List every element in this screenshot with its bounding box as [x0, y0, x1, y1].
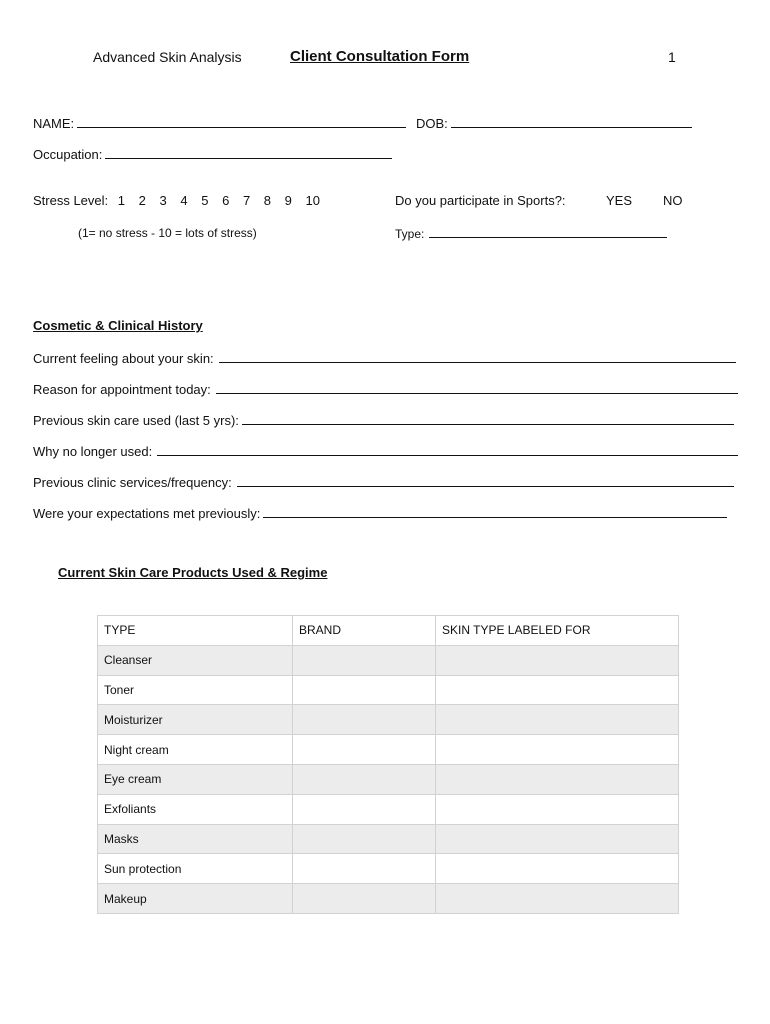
sports-label: Do you participate in Sports?: [395, 193, 566, 208]
stress-option[interactable]: 3 [159, 193, 167, 208]
table-header-row [98, 616, 679, 646]
row-type-cell: Toner [98, 675, 293, 705]
dob-label: DOB: [416, 116, 448, 131]
history-heading: Cosmetic & Clinical History [33, 318, 203, 333]
history-field-expectations[interactable] [33, 506, 727, 521]
table-row [98, 764, 679, 794]
sport-type-line[interactable] [429, 237, 667, 238]
skin-type-cell[interactable] [436, 794, 679, 824]
sport-type-label: Type: [395, 227, 425, 241]
row-type-cell: Eye cream [98, 764, 293, 794]
history-field-why-not-used[interactable] [33, 444, 738, 459]
brand-cell[interactable] [293, 764, 436, 794]
table-row [98, 824, 679, 854]
stress-option[interactable]: 5 [201, 193, 209, 208]
products-heading: Current Skin Care Products Used & Regime [58, 565, 328, 580]
brand-cell[interactable] [293, 705, 436, 735]
stress-option[interactable]: 2 [138, 193, 146, 208]
occupation-field[interactable] [33, 147, 392, 162]
name-line[interactable] [77, 127, 406, 128]
history-field-line[interactable] [157, 455, 738, 456]
row-type-cell: Sun protection [98, 854, 293, 884]
skin-type-cell[interactable] [436, 645, 679, 675]
history-field-clinic-services[interactable] [33, 475, 734, 490]
name-label: NAME: [33, 116, 75, 131]
column-header-type: TYPE [98, 616, 293, 646]
occupation-line[interactable] [105, 158, 392, 159]
skin-type-cell[interactable] [436, 764, 679, 794]
skin-type-cell[interactable] [436, 735, 679, 765]
history-field-label: Previous skin care used (last 5 yrs): [33, 413, 239, 428]
brand-cell[interactable] [293, 884, 436, 914]
brand-cell[interactable] [293, 824, 436, 854]
page-title: Client Consultation Form [290, 48, 470, 65]
table-row [98, 645, 679, 675]
history-field-skin-feeling[interactable] [33, 351, 736, 366]
stress-option[interactable]: 8 [263, 193, 272, 208]
stress-label: Stress Level: [33, 193, 109, 208]
table-row [98, 794, 679, 824]
dob-field[interactable] [416, 116, 692, 131]
history-field-label: Reason for appointment today: [33, 382, 211, 397]
stress-option[interactable]: 6 [222, 193, 230, 208]
stress-option[interactable]: 7 [242, 193, 251, 208]
stress-level [33, 193, 330, 208]
table-row [98, 854, 679, 884]
history-field-previous-care[interactable] [33, 413, 734, 428]
dob-line[interactable] [451, 127, 692, 128]
skin-type-cell[interactable] [436, 705, 679, 735]
table-row [98, 705, 679, 735]
name-field[interactable] [33, 116, 406, 131]
table-row [98, 675, 679, 705]
history-field-line[interactable] [263, 517, 727, 518]
sports-no-option[interactable]: NO [663, 193, 683, 208]
stress-option[interactable]: 10 [305, 193, 320, 208]
stress-option[interactable]: 4 [180, 193, 188, 208]
stress-option[interactable]: 9 [284, 193, 292, 208]
history-field-line[interactable] [216, 393, 738, 394]
brand-cell[interactable] [293, 735, 436, 765]
history-field-label: Current feeling about your skin: [33, 351, 214, 366]
brand-cell[interactable] [293, 675, 436, 705]
page-number: 1 [668, 49, 676, 65]
history-field-line[interactable] [242, 424, 734, 425]
sports-yes-option[interactable]: YES [606, 193, 633, 208]
history-field-label: Previous clinic services/frequency: [33, 475, 232, 490]
row-type-cell: Exfoliants [98, 794, 293, 824]
column-header-skin-type: SKIN TYPE LABELED FOR [436, 616, 679, 646]
occupation-label: Occupation: [33, 147, 103, 162]
stress-note: (1= no stress - 10 = lots of stress) [78, 226, 257, 240]
form-subtitle: Advanced Skin Analysis [93, 49, 242, 65]
brand-cell[interactable] [293, 794, 436, 824]
history-field-line[interactable] [219, 362, 736, 363]
products-table [97, 615, 679, 914]
skin-type-cell[interactable] [436, 884, 679, 914]
history-field-reason[interactable] [33, 382, 738, 397]
skin-type-cell[interactable] [436, 824, 679, 854]
skin-type-cell[interactable] [436, 854, 679, 884]
column-header-brand: BRAND [293, 616, 436, 646]
row-type-cell: Night cream [98, 735, 293, 765]
history-field-line[interactable] [237, 486, 734, 487]
row-type-cell: Moisturizer [98, 705, 293, 735]
skin-type-cell[interactable] [436, 675, 679, 705]
brand-cell[interactable] [293, 645, 436, 675]
history-field-label: Were your expectations met previously: [33, 506, 261, 521]
brand-cell[interactable] [293, 854, 436, 884]
history-field-label: Why no longer used: [33, 444, 153, 459]
row-type-cell: Masks [98, 824, 293, 854]
table-row [98, 884, 679, 914]
row-type-cell: Makeup [98, 884, 293, 914]
sport-type-field[interactable] [395, 227, 667, 241]
row-type-cell: Cleanser [98, 645, 293, 675]
table-row [98, 735, 679, 765]
stress-option[interactable]: 1 [117, 193, 126, 208]
